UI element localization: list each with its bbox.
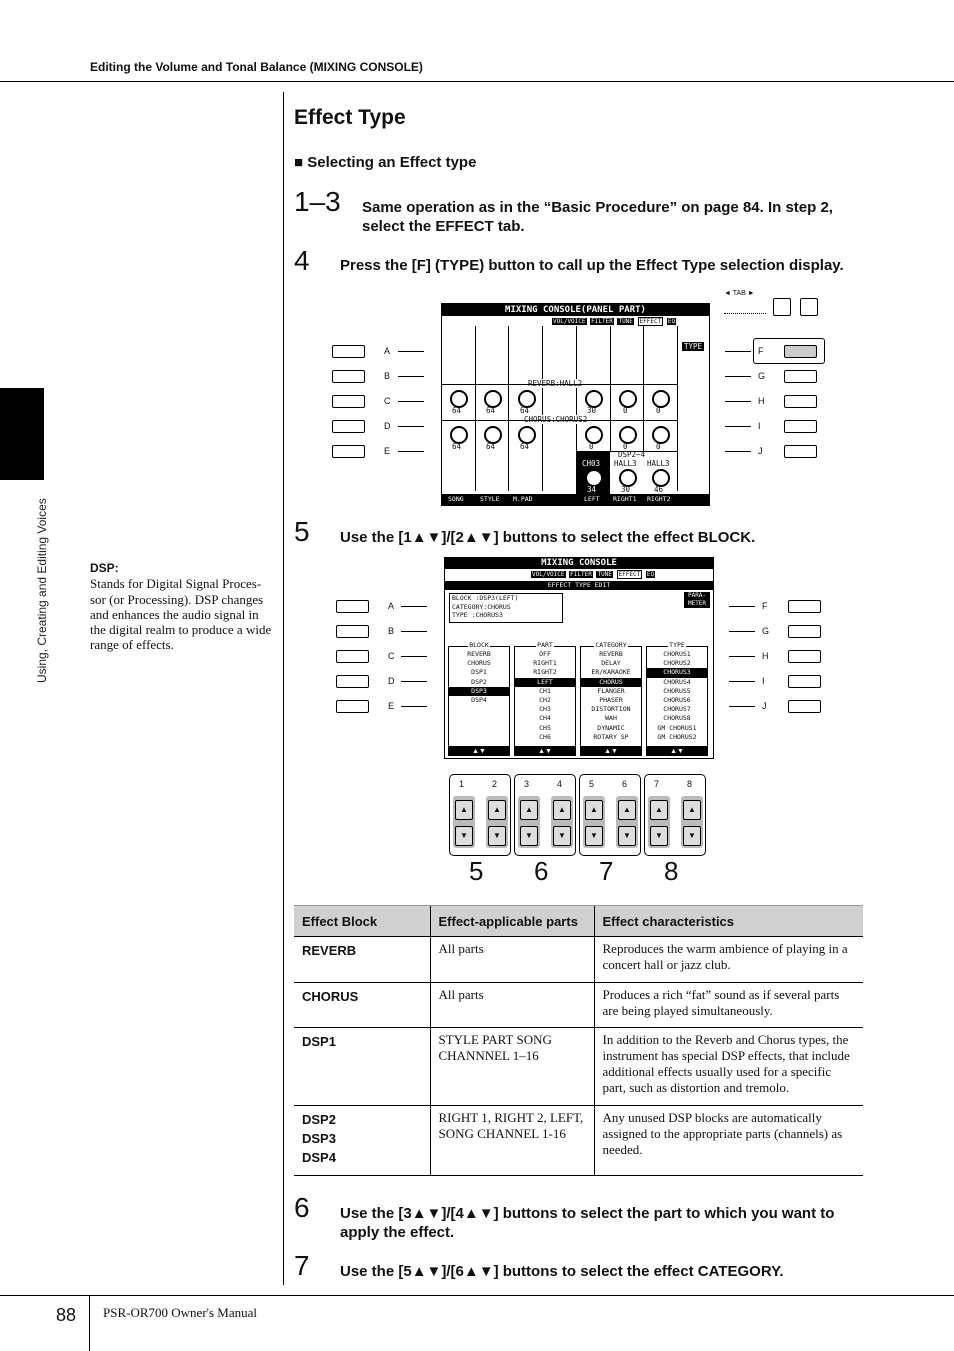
button-number: 5 [589, 779, 595, 789]
up-down-arrow-icon: ▲▼ [514, 747, 576, 756]
column-heading: CATEGORY [595, 641, 627, 649]
dsp-type: CH03 [582, 459, 601, 468]
effect-block-cell: DSP1 [294, 1028, 430, 1106]
down-arrow-button[interactable]: ▼ [455, 826, 473, 846]
knob-value: 30 [587, 406, 597, 415]
list-column [646, 641, 708, 747]
running-head: Editing the Volume and Tonal Balance (MIXING CONSOLE) [90, 60, 423, 74]
panel-button-c[interactable] [332, 395, 365, 408]
column-heading: BLOCK [469, 641, 489, 649]
part-left: LEFT [584, 495, 600, 503]
list-item[interactable]: CH6 [539, 732, 551, 741]
list-item[interactable]: DELAY [601, 659, 621, 668]
dsp-note [90, 560, 272, 653]
effect-block-cell: REVERB [294, 937, 430, 983]
list-item[interactable]: RIGHT2 [533, 668, 557, 677]
down-arrow-button[interactable]: ▼ [650, 826, 668, 846]
info-category: CATEGORY:CHORUS [452, 602, 511, 611]
characteristics-cell: Produces a rich “fat” sound as if several parts are being played simultaneously. [594, 983, 863, 1028]
down-arrow-button[interactable]: ▼ [488, 826, 506, 846]
knob-icon[interactable] [619, 390, 637, 408]
step-text: Press the [F] (TYPE) button to call up the Effect Type selection display. [340, 257, 844, 274]
step-text: Same operation as in the “Basic Procedure” on page 84. In step 2, select the EFFECT tab. [362, 199, 833, 235]
button-label: A [384, 346, 391, 356]
list-item[interactable]: CHORUS8 [663, 714, 691, 723]
tab-left-button[interactable] [773, 298, 791, 316]
effect-block-cell [294, 1106, 430, 1176]
up-down-arrow-icon: ▲▼ [580, 747, 642, 756]
up-arrow-button[interactable]: ▲ [553, 800, 571, 820]
down-arrow-button[interactable]: ▼ [553, 826, 571, 846]
button-label: E [384, 446, 391, 456]
knob-value: 34 [587, 485, 597, 494]
panel-button-f[interactable] [788, 600, 821, 613]
button-label: F [762, 601, 768, 611]
list-item[interactable]: GM CHORUS1 [657, 723, 697, 732]
tab-tune[interactable]: TUNE [597, 571, 612, 578]
button-label: C [384, 396, 391, 406]
button-number: 6 [622, 779, 628, 789]
parts-cell: All parts [430, 983, 594, 1028]
characteristics-cell: Reproduces the warm ambience of playing in a concert hall or jazz club. [594, 937, 863, 983]
step-number: 5 [294, 516, 310, 547]
panel-button-d[interactable] [332, 420, 365, 433]
panel-button-d[interactable] [336, 675, 369, 688]
knob-value: 0 [623, 442, 628, 451]
tab-right-button[interactable] [800, 298, 818, 316]
block-names: DSP2 DSP3 DSP4 [302, 1112, 336, 1165]
list-item[interactable]: CH1 [539, 686, 551, 695]
panel-button-g[interactable] [788, 625, 821, 638]
header-rule [0, 81, 954, 82]
step-text: Use the [3▲▼]/[4▲▼] buttons to select the part to which you want to apply the effect. [340, 1205, 835, 1241]
table-row [294, 1028, 863, 1106]
table-row [294, 937, 863, 983]
column-header: Effect-applicable parts [430, 906, 594, 937]
step-callout: 5 [469, 856, 484, 886]
tab-vol-voice[interactable]: VOL/VOICE [553, 318, 586, 325]
knob-value: 46 [654, 485, 664, 494]
tab-vol-voice[interactable]: VOL/VOICE [532, 571, 565, 578]
list-item[interactable]: CHORUS3 [647, 668, 707, 677]
knob-value: 0 [656, 406, 661, 415]
list-item[interactable]: FLANGER [597, 686, 625, 695]
button-label: J [762, 701, 767, 711]
parts-cell: All parts [430, 937, 594, 983]
button-label: I [758, 421, 761, 431]
knob-icon[interactable] [652, 390, 670, 408]
note-text: Stands for Digital Signal Proces-sor (or Processing). DSP changes and enhances the audio signal in the digital realm to produce a wide range of effects. [90, 576, 272, 653]
list-item[interactable]: CHORUS1 [663, 650, 691, 658]
panel-button-c[interactable] [336, 650, 369, 663]
button-label: J [758, 446, 763, 456]
button-label: H [758, 396, 765, 406]
knob-icon[interactable] [652, 426, 670, 444]
list-item[interactable]: DISTORTION [591, 705, 631, 714]
panel-button-e[interactable] [336, 700, 369, 713]
knob-value: 30 [621, 485, 631, 494]
part-song: SONG [448, 495, 464, 503]
button-label: H [762, 651, 769, 661]
column-header: Effect characteristics [594, 906, 863, 937]
list-item[interactable]: CHORUS7 [663, 705, 691, 714]
list-item[interactable]: CHORUS2 [663, 659, 691, 668]
knob-icon[interactable] [619, 426, 637, 444]
effect-block-cell: CHORUS [294, 983, 430, 1028]
knob-value: 64 [452, 442, 462, 451]
column-divider [283, 92, 284, 1285]
knob-value: 0 [589, 442, 594, 451]
tab-leader [724, 313, 766, 314]
list-item[interactable]: CHORUS6 [663, 696, 691, 705]
button-label: C [388, 651, 395, 661]
up-arrow-button[interactable]: ▲ [650, 800, 668, 820]
info-type: TYPE :CHORUS3 [452, 611, 503, 619]
step-text: Use the [1▲▼]/[2▲▼] buttons to select the effect BLOCK. [340, 529, 756, 546]
knob-value: 64 [520, 442, 530, 451]
down-arrow-button[interactable]: ▼ [618, 826, 636, 846]
mixing-console-screen [441, 303, 710, 506]
button-label: G [762, 626, 770, 636]
table-row [294, 983, 863, 1028]
tab-tune[interactable]: TUNE [618, 318, 633, 325]
panel-button-i[interactable] [784, 420, 817, 433]
list-item[interactable]: ER/KARAOKE [591, 668, 631, 677]
button-label: A [388, 601, 395, 611]
list-item[interactable]: PHASER [599, 696, 623, 705]
list-item[interactable]: REVERB [599, 650, 623, 658]
up-arrow-button[interactable]: ▲ [520, 800, 538, 820]
knob-value: 64 [486, 442, 496, 451]
type-tab[interactable]: TYPE [684, 342, 703, 351]
tab-eq[interactable]: EQ [646, 571, 655, 578]
edit-subtitle: EFFECT TYPE EDIT [445, 581, 713, 590]
section-tab-marker [0, 388, 44, 480]
screen-title: MIXING CONSOLE(PANEL PART) [442, 304, 709, 316]
button-label: B [384, 371, 391, 381]
list-item[interactable]: CHORUS [581, 678, 641, 687]
up-arrow-button[interactable]: ▲ [488, 800, 506, 820]
list-item[interactable]: CH3 [539, 705, 551, 714]
tab-filter[interactable]: FILTER [591, 318, 613, 325]
footer-divider [89, 1295, 90, 1351]
list-column [580, 641, 642, 747]
list-item[interactable]: OFF [539, 650, 551, 658]
effect-type-edit-screen [444, 557, 714, 759]
panel-button-j[interactable] [784, 445, 817, 458]
parameter-tab[interactable]: PARA-METER [684, 592, 710, 608]
part-right2: RIGHT2 [647, 495, 671, 503]
button-label: E [388, 701, 395, 711]
list-item[interactable]: DSP1 [471, 668, 487, 677]
list-item[interactable]: LEFT [515, 678, 575, 687]
info-block: BLOCK :DSP3(LEFT) [452, 594, 519, 602]
screen-title: MIXING CONSOLE [445, 558, 713, 569]
step-callout: 8 [664, 856, 679, 886]
up-down-arrow-icon: ▲▼ [448, 747, 510, 756]
up-arrow-button[interactable]: ▲ [455, 800, 473, 820]
tab-eq[interactable]: EQ [667, 318, 676, 325]
section-title: Effect Type [294, 106, 406, 129]
note-term: DSP: [90, 561, 119, 575]
button-label: F [758, 346, 764, 356]
button-label: B [388, 626, 395, 636]
tab-filter[interactable]: FILTER [570, 571, 592, 578]
button-number: 8 [687, 779, 693, 789]
dsp-type: HALL3 [647, 459, 670, 468]
panel-button-h[interactable] [784, 395, 817, 408]
column-heading: PART [537, 641, 553, 649]
up-arrow-button[interactable]: ▲ [683, 800, 701, 820]
characteristics-cell: In addition to the Reverb and Chorus types, the instrument has special DSP effects, that include additional effects usually used for a specific part, such as distortion and tremolo. [594, 1028, 863, 1106]
button-label: D [384, 421, 391, 431]
down-arrow-button[interactable]: ▼ [585, 826, 603, 846]
tab-label: ◄ TAB ► [724, 290, 755, 297]
knob-value: 0 [623, 406, 628, 415]
effect-block-table [294, 905, 863, 1176]
table-header-row [294, 906, 863, 937]
chapter-label: Using, Creating and Editing Voices [35, 498, 49, 683]
panel-button-i[interactable] [788, 675, 821, 688]
list-item[interactable]: CHORUS [467, 659, 491, 668]
panel-button-b[interactable] [332, 370, 365, 383]
list-item[interactable]: CH4 [539, 714, 551, 723]
dsp-type: HALL3 [614, 459, 637, 468]
knob-value: 0 [656, 442, 661, 451]
part-style: STYLE [480, 495, 500, 503]
button-number: 4 [557, 779, 563, 789]
list-item[interactable]: REVERB [467, 650, 491, 658]
panel-button-j[interactable] [788, 700, 821, 713]
knob-icon[interactable] [585, 426, 603, 444]
parts-text: STYLE PART SONG CHANNNEL 1–16 [438, 1032, 552, 1063]
down-arrow-button[interactable]: ▼ [683, 826, 701, 846]
list-item[interactable]: ROTARY SP [593, 732, 629, 741]
button-label: I [762, 676, 765, 686]
panel-button-a[interactable] [332, 345, 365, 358]
list-item[interactable]: GM CHORUS2 [657, 732, 697, 741]
panel-button-e[interactable] [332, 445, 365, 458]
list-item[interactable]: DSP3 [449, 687, 509, 696]
knob-value: 64 [520, 406, 530, 415]
step-number: 4 [294, 245, 310, 276]
button-label: G [758, 371, 766, 381]
list-item[interactable]: DYNAMIC [597, 723, 625, 732]
part-right1: RIGHT1 [613, 495, 637, 503]
list-item[interactable]: CH2 [539, 696, 551, 705]
list-column [514, 641, 576, 747]
step-text: Use the [5▲▼]/[6▲▼] buttons to select the effect CATEGORY. [340, 1263, 784, 1280]
button-number: 1 [459, 779, 465, 789]
list-item[interactable]: RIGHT1 [533, 659, 557, 668]
panel-button-b[interactable] [336, 625, 369, 638]
step-number: 1–3 [294, 186, 341, 217]
part-mpad: M.PAD [513, 495, 533, 503]
list-item[interactable]: DSP4 [471, 696, 487, 705]
button-number: 7 [654, 779, 660, 789]
up-arrow-button[interactable]: ▲ [585, 800, 603, 820]
parts-cell: RIGHT 1, RIGHT 2, LEFT, SONG CHANNEL 1-16 [430, 1106, 594, 1176]
column-header: Effect Block [294, 906, 430, 937]
parts-cell [430, 1028, 594, 1106]
down-arrow-button[interactable]: ▼ [520, 826, 538, 846]
knob-value: 64 [486, 406, 496, 415]
list-item[interactable]: WAH [605, 714, 617, 723]
footer-rule [0, 1295, 954, 1296]
step-callout: 6 [534, 856, 549, 886]
step-number: 7 [294, 1250, 310, 1281]
manual-name: PSR-OR700 Owner's Manual [103, 1305, 258, 1320]
page-number: 88 [56, 1305, 77, 1325]
step-number: 6 [294, 1192, 310, 1223]
panel-button-a[interactable] [336, 600, 369, 613]
section-subtitle: ■ Selecting an Effect type [294, 154, 477, 171]
step-callout: 7 [599, 856, 614, 886]
info-box [449, 593, 563, 623]
knob-value: 64 [452, 406, 462, 415]
list-column [448, 641, 510, 747]
dsp-label: DSP2~4 [618, 450, 646, 459]
characteristics-cell: Any unused DSP blocks are automatically assigned to the appropriate parts (channels) as needed. [594, 1106, 863, 1176]
list-item[interactable]: CHORUS4 [663, 677, 691, 686]
button-number: 2 [492, 779, 498, 789]
up-down-arrow-icon: ▲▼ [646, 747, 708, 756]
list-item[interactable]: CH5 [539, 723, 551, 732]
column-heading: TYPE [669, 641, 685, 649]
button-label: D [388, 676, 395, 686]
up-arrow-button[interactable]: ▲ [618, 800, 636, 820]
tab-effect[interactable]: EFFECT [618, 571, 641, 578]
table-row [294, 1106, 863, 1176]
panel-button-f[interactable] [784, 345, 817, 358]
tab-effect[interactable]: EFFECT [639, 318, 662, 325]
button-number: 3 [524, 779, 530, 789]
list-item[interactable]: DSP2 [471, 677, 487, 686]
list-item[interactable]: CHORUS5 [663, 686, 691, 695]
panel-button-g[interactable] [784, 370, 817, 383]
panel-button-h[interactable] [788, 650, 821, 663]
